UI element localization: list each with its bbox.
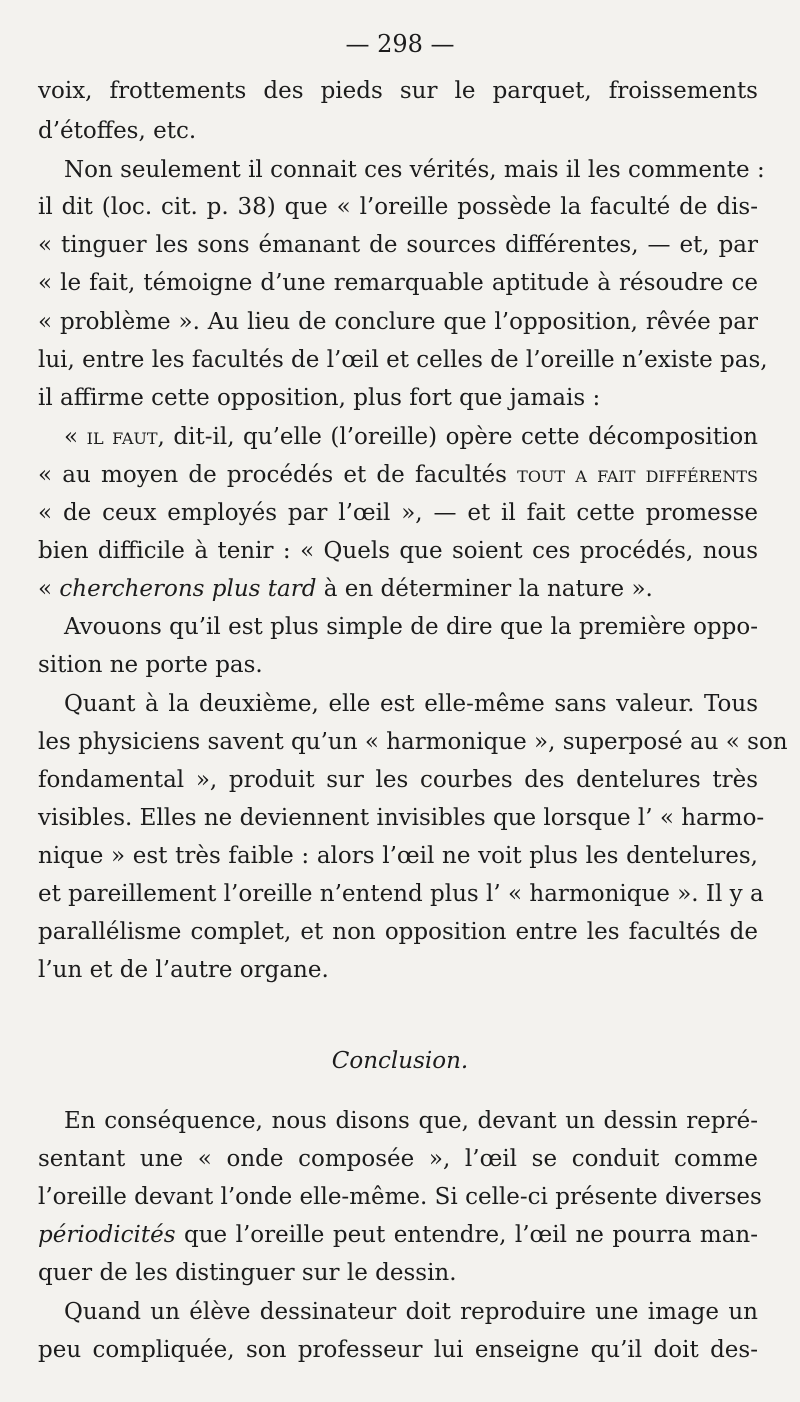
text-line: bien difficile à tenir : « Quels que soient ces procédés, nous	[38, 538, 758, 564]
text-line: peu compliquée, son professeur lui enseigne qu’il doit des-	[38, 1337, 758, 1363]
text-line: fondamental », produit sur les courbes des dentelures très	[38, 767, 758, 793]
text-line: il affirme cette opposition, plus fort que jamais :	[38, 385, 601, 411]
text-line: d’étoffes, etc.	[38, 118, 197, 144]
section-heading: Conclusion.	[331, 1048, 469, 1074]
text-line: nique » est très faible : alors l’œil ne voit plus les dentelures,	[38, 843, 758, 869]
text-line: et pareillement l’oreille n’entend plus l’ « harmonique ». Il y a	[38, 881, 764, 907]
text-line: l’oreille devant l’onde elle-même. Si celle-ci présente diverses	[38, 1184, 762, 1210]
text-line: Quand un élève dessinateur doit reproduire une image un	[64, 1299, 758, 1325]
text-line: « il faut, dit-il, qu’elle (l’oreille) opère cette décomposition	[64, 424, 758, 450]
text-line: sition ne porte pas.	[38, 652, 263, 678]
page-number: — 298 —	[345, 30, 455, 58]
text-line: Avouons qu’il est plus simple de dire que la première oppo-	[64, 614, 758, 640]
text-line: Non seulement il connait ces vérités, mais il les commente :	[64, 157, 765, 183]
text-line: « tinguer les sons émanant de sources différentes, — et, par	[38, 232, 758, 258]
text-line: parallélisme complet, et non opposition entre les facultés de	[38, 919, 758, 945]
text-line: visibles. Elles ne deviennent invisibles que lorsque l’ « harmo-	[38, 805, 765, 831]
text-line: « au moyen de procédés et de facultés tout a fait différents	[38, 462, 758, 488]
text-line: lui, entre les facultés de l’œil et celles de l’oreille n’existe pas,	[38, 347, 768, 373]
text-line: En conséquence, nous disons que, devant un dessin repré-	[64, 1108, 758, 1134]
text-line: périodicités que l’oreille peut entendre, l’œil ne pourra man-	[38, 1222, 758, 1248]
text-line: « chercherons plus tard à en déterminer la nature ».	[38, 576, 653, 602]
text-line: quer de les distinguer sur le dessin.	[38, 1260, 457, 1286]
text-line: voix, frottements des pieds sur le parquet, froissements	[38, 78, 758, 104]
text-line: « problème ». Au lieu de conclure que l’opposition, rêvée par	[38, 309, 758, 335]
text-line: il dit (loc. cit. p. 38) que « l’oreille possède la faculté de dis-	[38, 194, 758, 220]
text-line: « le fait, témoigne d’une remarquable aptitude à résoudre ce	[38, 270, 758, 296]
text-line: Quant à la deuxième, elle est elle-même sans valeur. Tous	[64, 691, 758, 717]
text-line: sentant une « onde composée », l’œil se conduit comme	[38, 1146, 758, 1172]
text-line: les physiciens savent qu’un « harmonique », superposé au « son	[38, 729, 788, 755]
text-line: l’un et de l’autre organe.	[38, 957, 329, 983]
text-line: « de ceux employés par l’œil », — et il fait cette promesse	[38, 500, 758, 526]
